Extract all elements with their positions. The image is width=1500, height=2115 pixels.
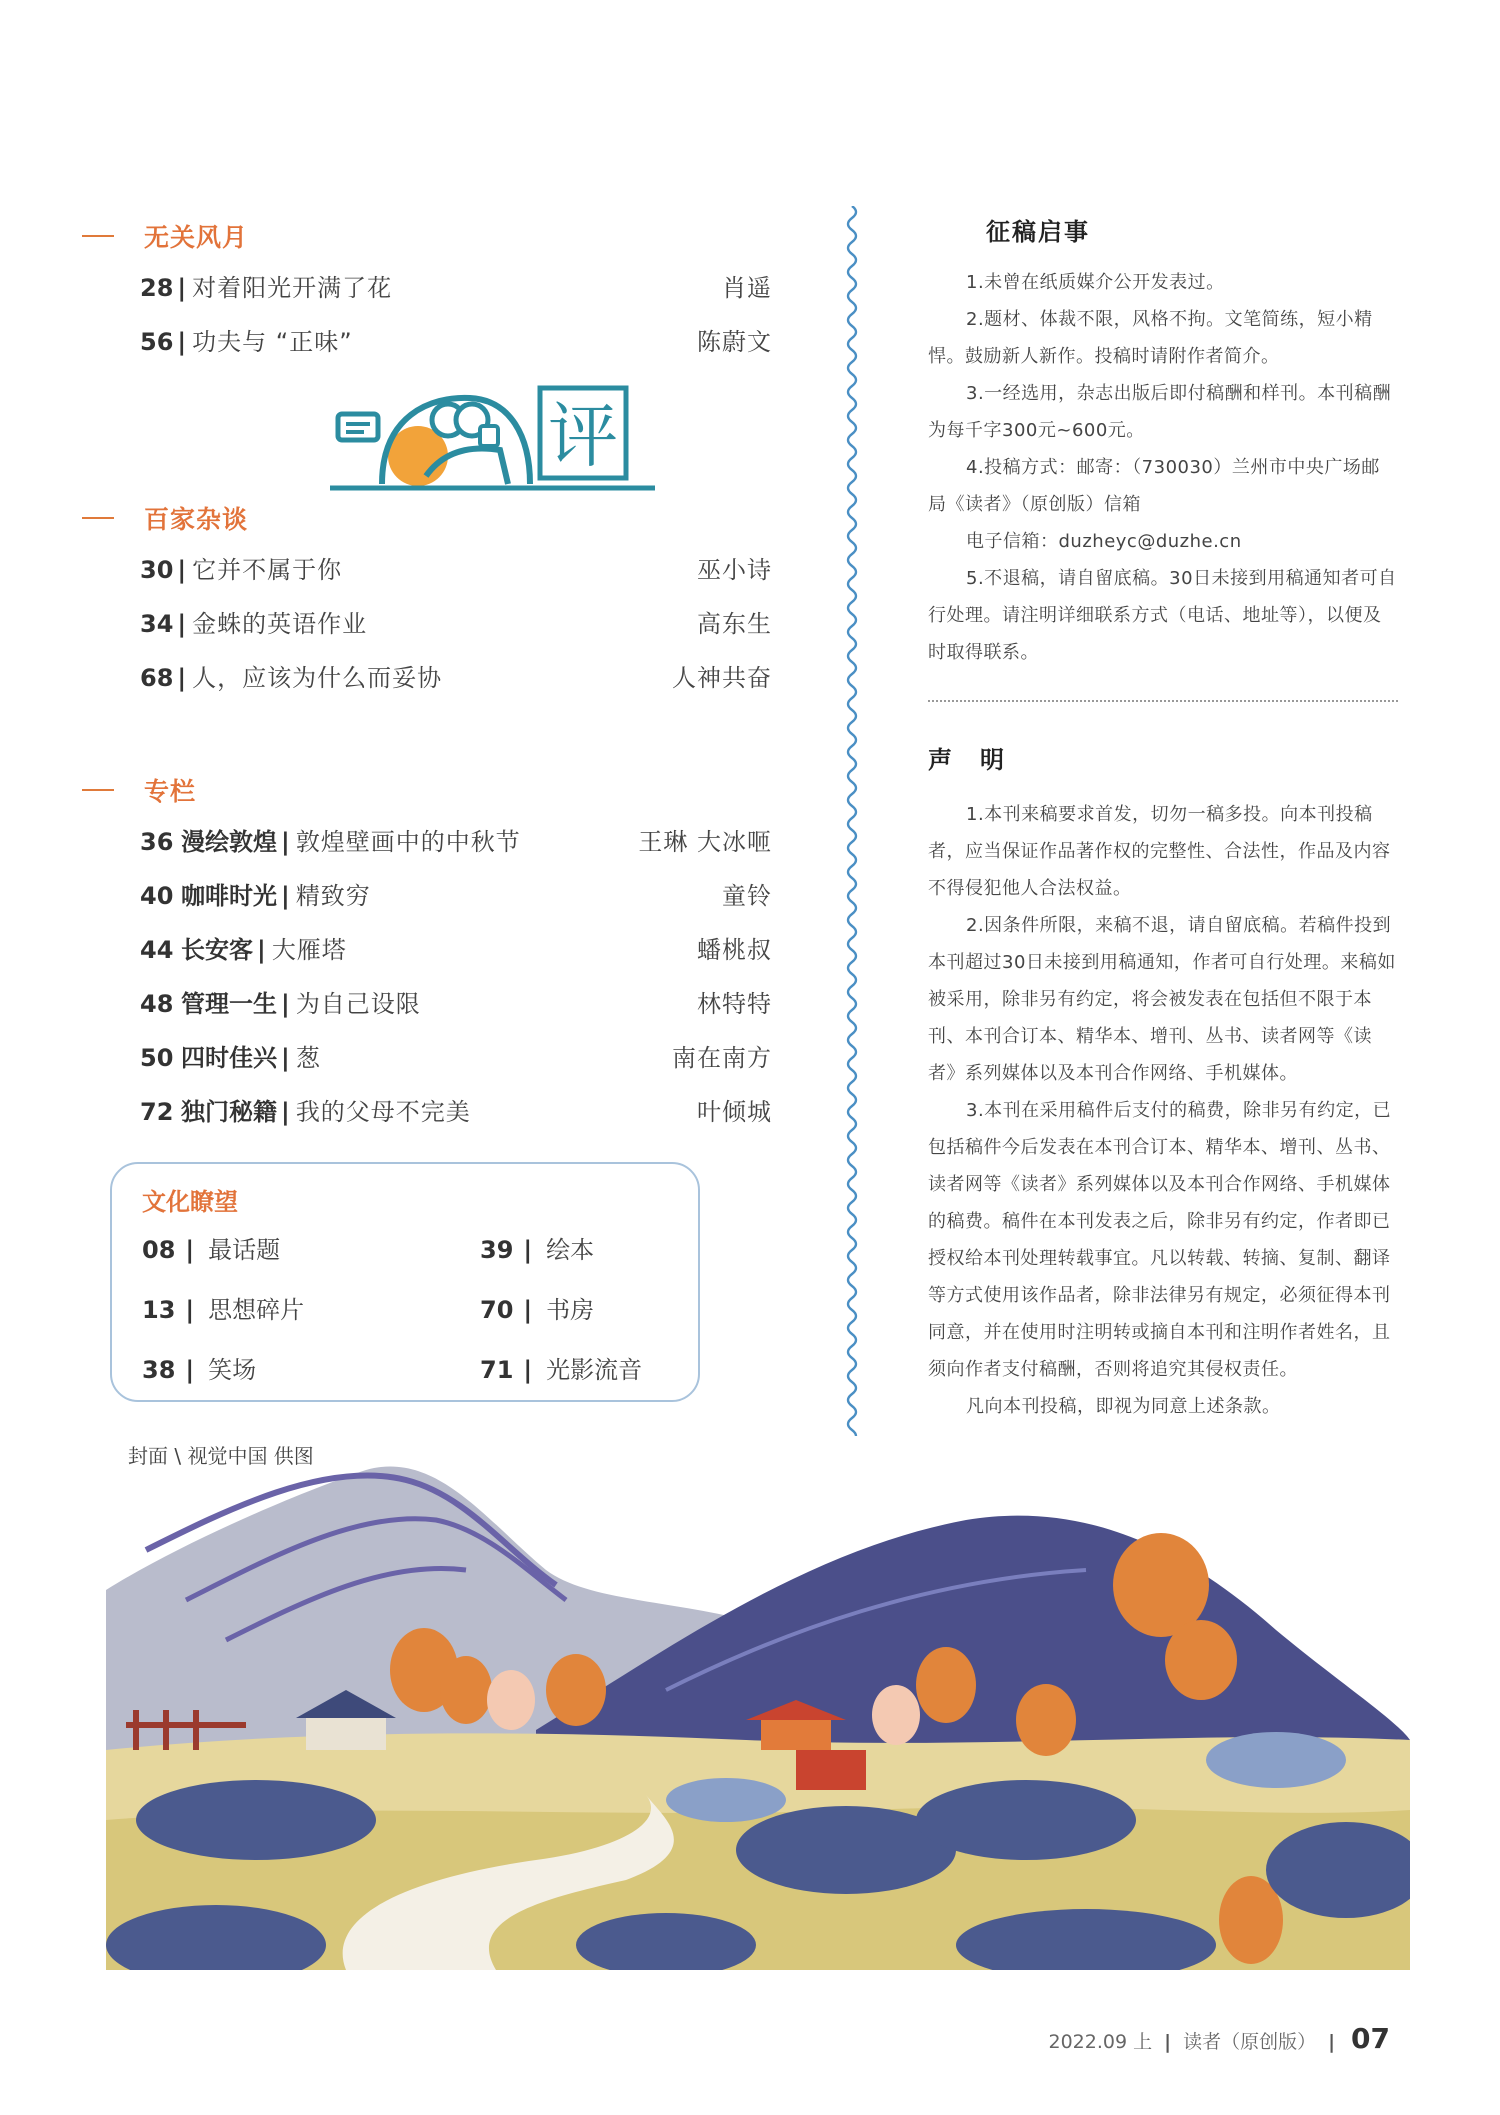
column-name: 管理一生 [181,990,278,1018]
page-number: 36 [140,828,174,856]
column-name: 咖啡时光 [181,882,278,910]
statement-p4: 凡向本刊投稿，即视为同意上述条款。 [966,1396,1281,1417]
toc-item[interactable]: 50 四时佳兴 | 葱 南在南方 [140,1040,772,1076]
toc-item[interactable]: 56 | 功夫与 “正味” 陈蔚文 [140,324,772,360]
page-number: 34 [140,610,174,638]
section-title: 专栏 [144,777,197,806]
page-number: 44 [140,936,174,964]
article-author: 南在南方 [672,1044,772,1072]
culture-item[interactable]: 38 | 笑场 [142,1356,257,1384]
call-for-papers-p2: 2.题材、体裁不限，风格不拘。文笔简练，短小精悍。鼓励新人新作。投稿时请附作者简介。 [928,309,1373,367]
page-number: 71 [480,1356,514,1384]
statement-title: 声 明 [928,746,1006,774]
column-name: 漫绘敦煌 [181,828,278,856]
page-number: 68 [140,664,174,692]
article-author: 人神共奋 [672,664,772,692]
article-author: 高东生 [697,610,772,638]
page-number: 48 [140,990,174,1018]
toc-item[interactable]: 36 漫绘敦煌 | 敦煌壁画中的中秋节 王琳 大冰咂 [140,824,772,860]
statement-p1: 1.本刊来稿要求首发，切勿一稿多投。向本刊投稿者，应当保证作品著作权的完整性、合法性，作品及内容不得侵犯他人合法权益。 [928,804,1391,899]
page-number: 07 [1351,2022,1390,2055]
toc-item[interactable]: 48 管理一生 | 为自己设限 林特特 [140,986,772,1022]
page-number: 28 [140,274,174,302]
call-for-papers-p5: 5.不退稿，请自留底稿。30日未接到用稿通知者可自行处理。请注明详细联系方式（电话、地址等），以便及时取得联系。 [928,568,1397,663]
culture-item[interactable]: 08 | 最话题 [142,1236,281,1264]
article-author: 陈蔚文 [697,328,772,356]
toc-item[interactable]: 72 独门秘籍 | 我的父母不完美 叶倾城 [140,1094,772,1130]
article-author: 巫小诗 [697,556,772,584]
article-title: 笑场 [208,1356,257,1384]
article-author: 林特特 [697,990,772,1018]
magazine-name: 读者（原创版） [1183,2031,1317,2053]
article-title: 对着阳光开满了花 [192,274,393,302]
section-header-wuguan [82,218,248,254]
page-number: 38 [142,1356,176,1384]
article-author: 肖遥 [722,274,772,302]
page-number: 50 [140,1044,174,1072]
article-title: 敦煌壁画中的中秋节 [295,828,521,856]
section-dash [82,517,114,519]
article-title: 功夫与 “正味” [192,328,353,356]
page-number: 40 [140,882,174,910]
article-author: 王琳 大冰咂 [638,828,772,856]
section-dash [82,235,114,237]
issue-date: 2022.09 上 [1048,2031,1153,2053]
article-author: 童铃 [722,882,772,910]
page-number: 56 [140,328,174,356]
article-title: 葱 [295,1044,321,1072]
section-header-baijia [82,500,248,536]
article-title: 书房 [546,1296,595,1324]
article-author: 叶倾城 [697,1098,772,1126]
culture-item[interactable]: 13 | 思想碎片 [142,1296,305,1324]
article-title: 它并不属于你 [192,556,343,584]
article-title: 为自己设限 [295,990,421,1018]
section-title: 无关风月 [144,223,249,252]
culture-item[interactable]: 70 | 书房 [480,1296,595,1324]
article-title: 金蛛的英语作业 [192,610,368,638]
section-dash [82,789,114,791]
article-title: 光影流音 [546,1356,643,1384]
page-number: 30 [140,556,174,584]
article-title: 最话题 [208,1236,281,1264]
article-title: 我的父母不完美 [295,1098,471,1126]
article-title: 绘本 [546,1236,595,1264]
article-title: 精致穷 [295,882,371,910]
toc-item[interactable]: 30 | 它并不属于你 巫小诗 [140,552,772,588]
section-header-zhuanlan [82,772,196,808]
call-for-papers-p4: 4.投稿方式：邮寄：（730030）兰州市中央广场邮局《读者》（原创版）信箱 [928,457,1380,515]
toc-item[interactable]: 34 | 金蛛的英语作业 高东生 [140,606,772,642]
column-name: 四时佳兴 [181,1044,278,1072]
toc-item[interactable]: 28 | 对着阳光开满了花 肖遥 [140,270,772,306]
culture-item[interactable]: 39 | 绘本 [480,1236,595,1264]
article-title: 思想碎片 [208,1296,305,1324]
culture-box [110,1162,700,1402]
page-number: 13 [142,1296,176,1324]
page-number: 39 [480,1236,514,1264]
culture-title: 文化瞭望 [142,1188,238,1216]
toc-item[interactable]: 44 长安客 | 大雁塔 蟠桃叔 [140,932,772,968]
wavy-divider [840,206,864,1436]
article-title: 大雁塔 [271,936,347,964]
call-for-papers-title: 征稿启事 [986,218,1090,246]
call-for-papers-email: 电子信箱：duzheyc@duzhe.cn [966,531,1242,552]
culture-item[interactable]: 71 | 光影流音 [480,1356,643,1384]
page-number: 08 [142,1236,176,1264]
statement-p2: 2.因条件所限，来稿不退，请自留底稿。若稿件投到本刊超过30日未接到用稿通知，作者可自行处理。来稿如被采用，除非另有约定，将会被发表在包括但不限于本刊、本刊合订本、精华本、增刊、丛书、读者网等《读者》系列媒体以及本刊合作网络、手机媒体。 [928,915,1396,1084]
column-name: 独门秘籍 [181,1098,278,1126]
article-title: 人，应该为什么而妥协 [192,664,443,692]
toc-item[interactable]: 40 咖啡时光 | 精致穷 童铃 [140,878,772,914]
ping-reader-illustration [330,376,655,496]
call-for-papers-p1: 1.未曾在纸质媒介公开发表过。 [966,272,1225,293]
ping-logo-text: 评 [548,395,618,477]
call-for-papers-p3: 3.一经选用，杂志出版后即付稿酬和样刊。本刊稿酬为每千字300元~600元。 [928,383,1392,441]
article-author: 蟠桃叔 [697,936,772,964]
page-footer: 2022.09 上 | 读者（原创版） | 07 [1048,2022,1390,2055]
toc-item[interactable]: 68 | 人，应该为什么而妥协 人神共奋 [140,660,772,696]
section-title: 百家杂谈 [144,505,249,534]
page-number: 70 [480,1296,514,1324]
cover-credit: 封面 \ 视觉中国 供图 [128,1444,314,1468]
landscape-illustration [106,1400,1410,1970]
dotted-divider [928,700,1398,702]
column-name: 长安客 [181,936,254,964]
statement-p3: 3.本刊在采用稿件后支付的稿费，除非另有约定，已包括稿件今后发表在本刊合订本、精华本、增刊、丛书、读者网等《读者》系列媒体以及本刊合作网络、手机媒体的稿费。稿件在本刊发表之后，除非另有约定，作者即已授权给本刊处理转载事宜。凡以转载、转摘、复制、翻译等方式使用该作品者，除非法律另有规定，必须征得本刊同意，并在使用时注明转或摘自本刊和注明作者姓名，且须向作者支付稿酬，否则将追究其侵权责任。 [928,1100,1392,1380]
page-number: 72 [140,1098,174,1126]
